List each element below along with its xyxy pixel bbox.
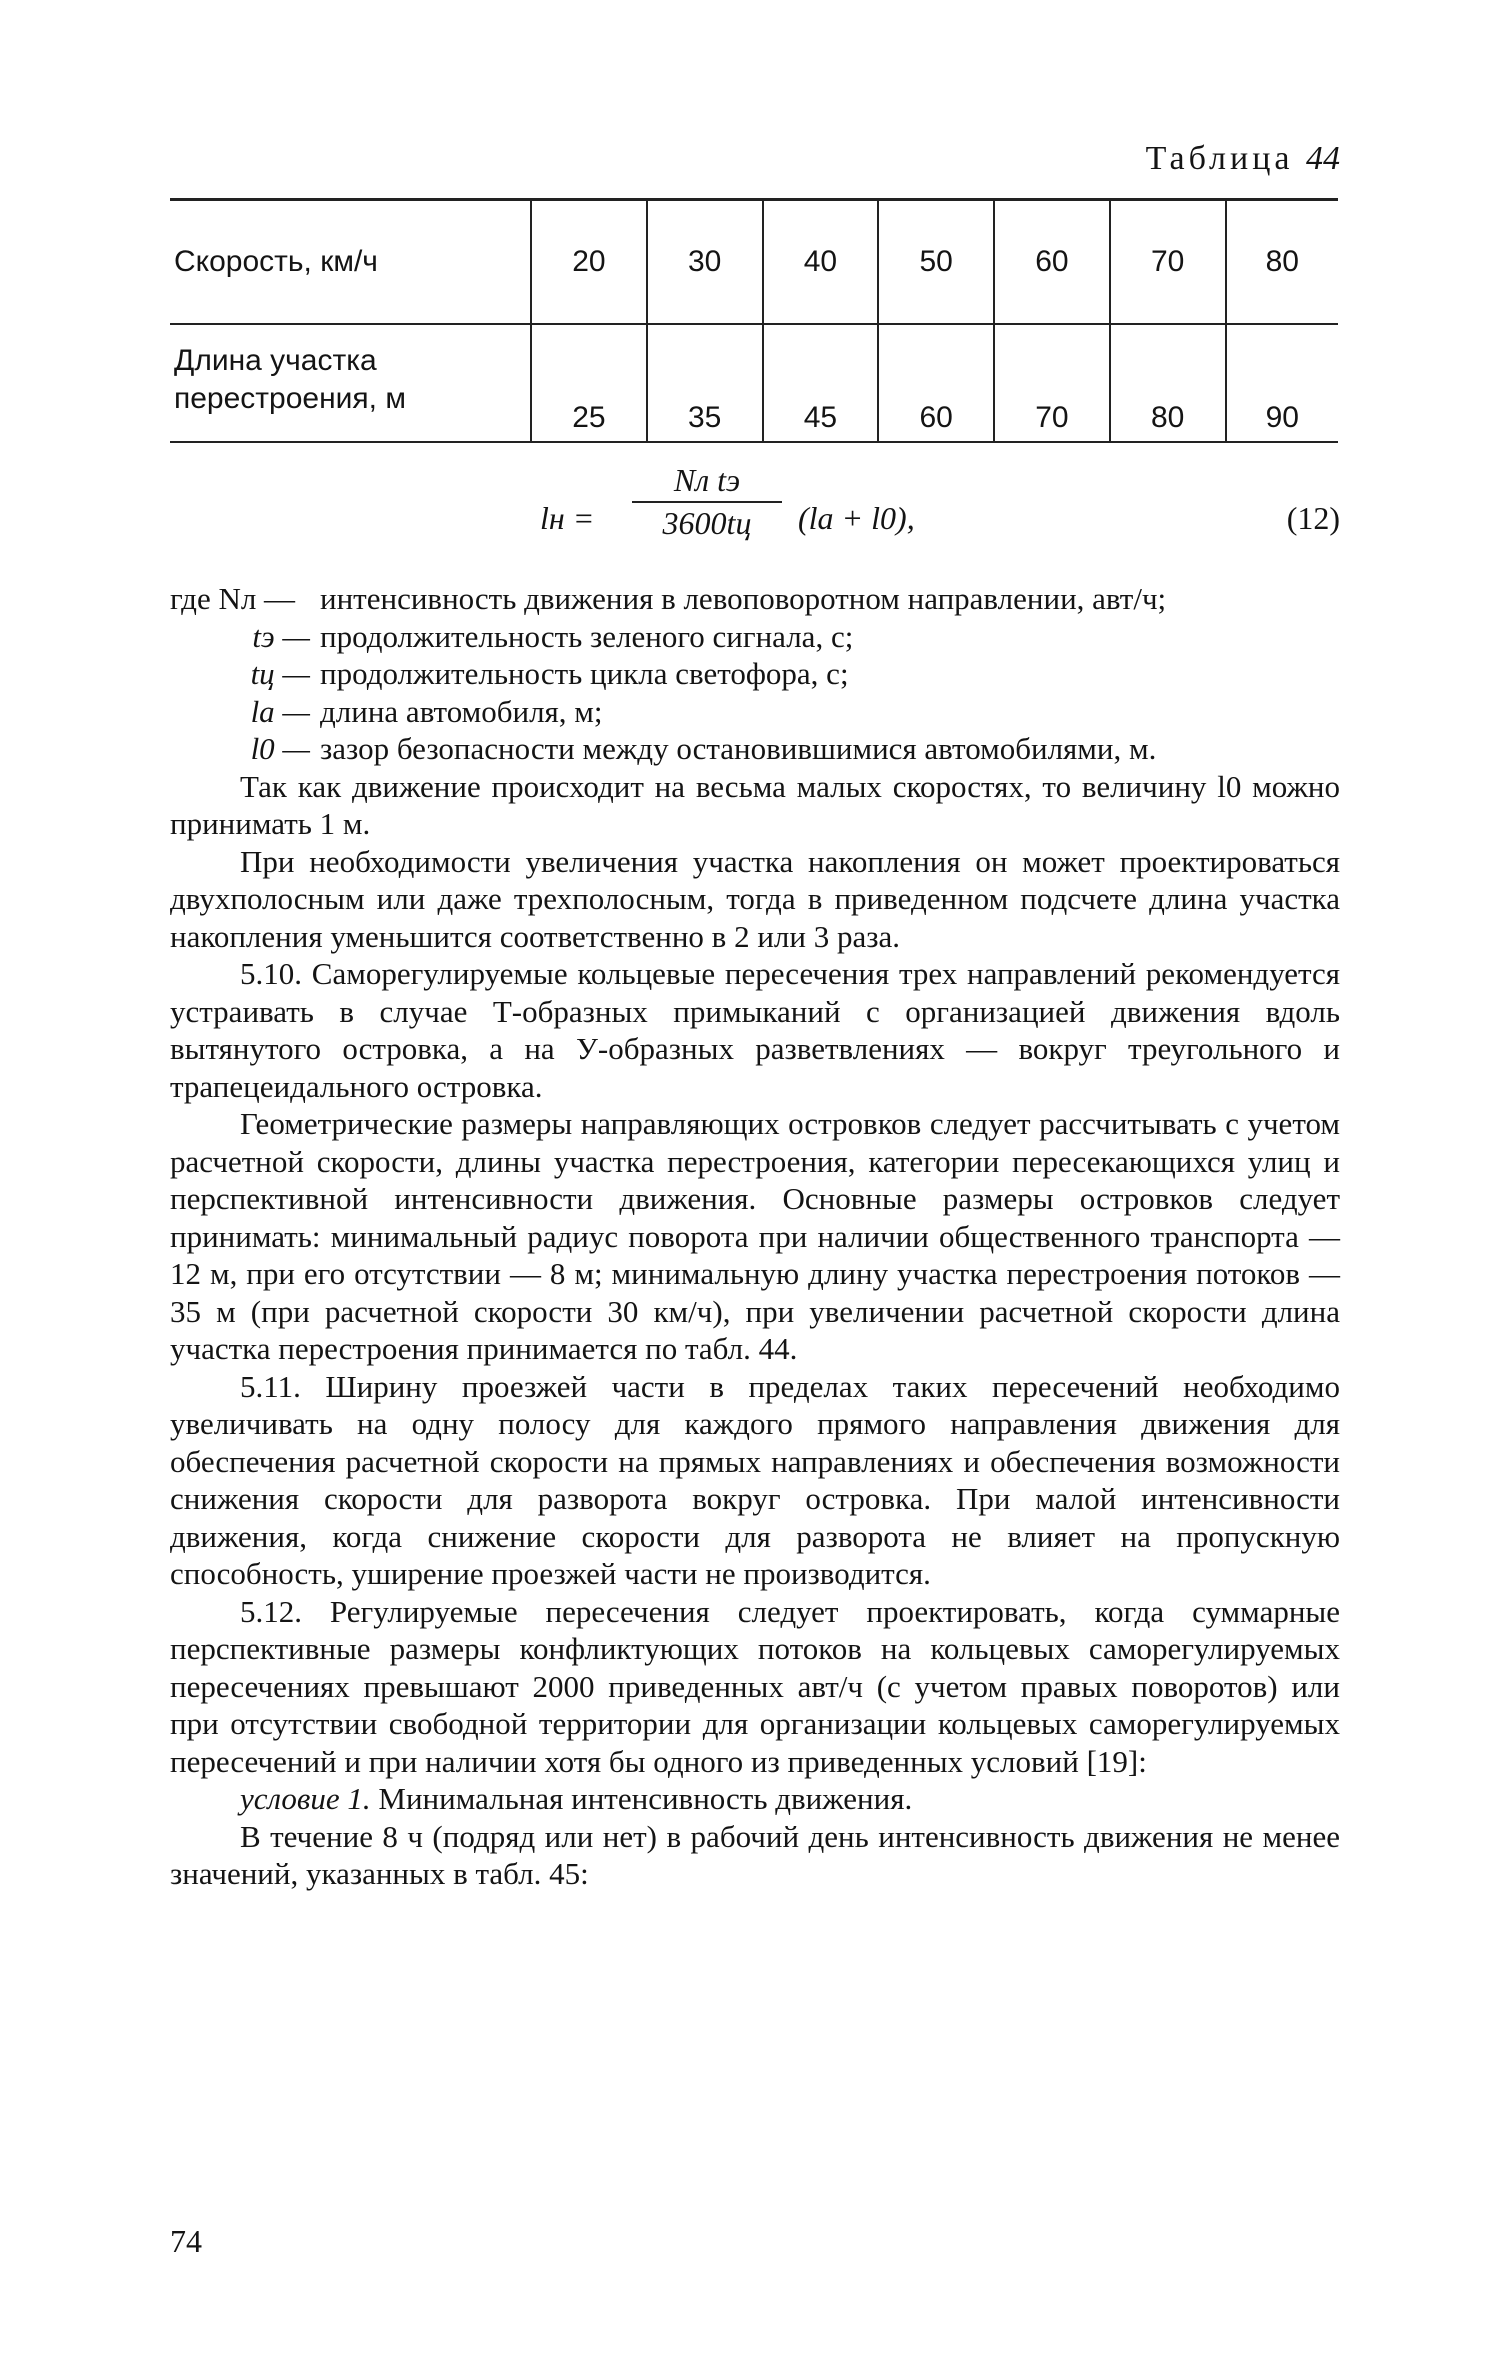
paragraph: В течение 8 ч (подряд или нет) в рабочий день интенсивность движения не менее значений, указанных в табл. 45:: [170, 1818, 1340, 1891]
definition-text: продолжительность зеленого сигнала, с;: [320, 618, 854, 654]
formula-lhs: lн =: [540, 500, 595, 536]
condition-text: Минимальная интенсивность движения.: [378, 1781, 913, 1816]
paragraph: 5.11. Ширину проезжей части в пределах таких пересечений необходимо увеличивать на одну полосу для каждого прямого направления движения для обеспечения расчетной скорости на прямых направлениях и обеспечения возможности снижения скорости для разворота вокруг островка. При малой интенсивности движения, когда снижение скорости для разворота не влияет на пропускную способность, уширение проезжей части не производится.: [170, 1368, 1340, 1591]
formula-numerator: Nл tэ: [632, 462, 782, 503]
definition-symbol: l0 —: [250, 731, 310, 766]
paragraph: При необходимости увеличения участка накопления он может проектироваться двухполосным или даже трехполосным, тогда в приведенном подсчете длина участка накопления уменьшится соответственно в 2 или 3 раза.: [170, 843, 1340, 954]
table-cell: 70: [1110, 200, 1226, 325]
table-cell: 25: [531, 324, 647, 442]
definition-text: зазор безопасности между остановившимися автомобилями, м.: [320, 731, 1157, 766]
body-text: [170, 580, 1340, 1893]
table-caption-number: 44: [1306, 140, 1340, 177]
table-row: [170, 324, 1338, 442]
table-row-label: Длина участка перестроения, м: [170, 324, 531, 442]
table-row: [170, 200, 1338, 325]
formula-rhs: (lа + l0),: [798, 500, 915, 536]
definitions-list: [170, 580, 1340, 768]
table-cell: 60: [994, 200, 1110, 325]
paragraph: Геометрические размеры направляющих островков следует рассчитывать с учетом расчетной скорости, длины участка перестроения, категории пересекающихся улиц и перспективной интенсивности движения. Основные размеры островков следует принимать: минимальный радиус поворота при наличии общественного транспорта — 12 м, при его отсутствии — 8 м; минимальную длину участка перестроения потоков — 35 м (при расчетной скорости 30 км/ч), при увеличении расчетной скорости длина участка перестроения принимается по табл. 44.: [170, 1106, 1340, 1366]
table-caption-label: Таблица: [1145, 140, 1294, 177]
formula-fraction: [632, 462, 782, 542]
definition-item: [170, 618, 1340, 656]
definition-text: интенсивность движения в левоповоротном направлении, авт/ч;: [320, 581, 1167, 616]
paragraph: Так как движение происходит на весьма малых скоростях, то величину l0 можно принимать 1 м.: [170, 768, 1340, 841]
paragraph: 5.12. Регулируемые пересечения следует проектировать, когда суммарные перспективные размеры конфликтующих потоков на кольцевых саморегулируемых пересечениях превышают 2000 приведенных авт/ч (с учетом правых поворотов) или при отсутствии свободной территории для организации кольцевых саморегулируемых пересечений и при наличии хотя бы одного из приведенных условий [19]:: [170, 1593, 1340, 1779]
definition-symbol: tц —: [250, 656, 310, 691]
table-cell: 70: [994, 324, 1110, 442]
definition-item: [170, 693, 1340, 731]
definition-symbol: lа —: [250, 693, 310, 729]
condition-label: условие 1.: [240, 1781, 371, 1816]
table-cell: 30: [647, 200, 763, 325]
table-cell: 40: [763, 200, 879, 325]
table-cell: 60: [878, 324, 994, 442]
definition-item: [170, 655, 1340, 693]
equation-number: (12): [1286, 500, 1340, 536]
table-row-label: Скорость, км/ч: [170, 200, 531, 325]
page-number: 74: [170, 2223, 202, 2259]
table-caption: [1146, 140, 1340, 178]
table-cell: 80: [1110, 324, 1226, 442]
definition-text: продолжительность цикла светофора, с;: [320, 656, 849, 691]
table-cell: 90: [1226, 324, 1339, 442]
definition-symbol: где Nл —: [170, 581, 296, 616]
table-cell: 80: [1226, 200, 1339, 325]
table-cell: 45: [763, 324, 879, 442]
speed-table: [170, 198, 1338, 443]
definition-item: [170, 580, 1340, 618]
definition-item: [170, 730, 1340, 768]
definition-text: длина автомобиля, м;: [320, 693, 603, 729]
table-cell: 35: [647, 324, 763, 442]
table-cell: 50: [878, 200, 994, 325]
condition-line: [170, 1780, 1340, 1818]
paragraph: 5.10. Саморегулируемые кольцевые пересечения трех направлений рекомендуется устраивать в случае Т-образных примыканий с организацией движения вдоль вытянутого островка, а на У-образных разветвлениях — вокруг треугольного и трапецеидального островка.: [170, 956, 1340, 1104]
definition-symbol: tэ —: [252, 618, 310, 654]
formula-denominator: 3600tц: [662, 505, 752, 541]
table-cell: 20: [531, 200, 647, 325]
